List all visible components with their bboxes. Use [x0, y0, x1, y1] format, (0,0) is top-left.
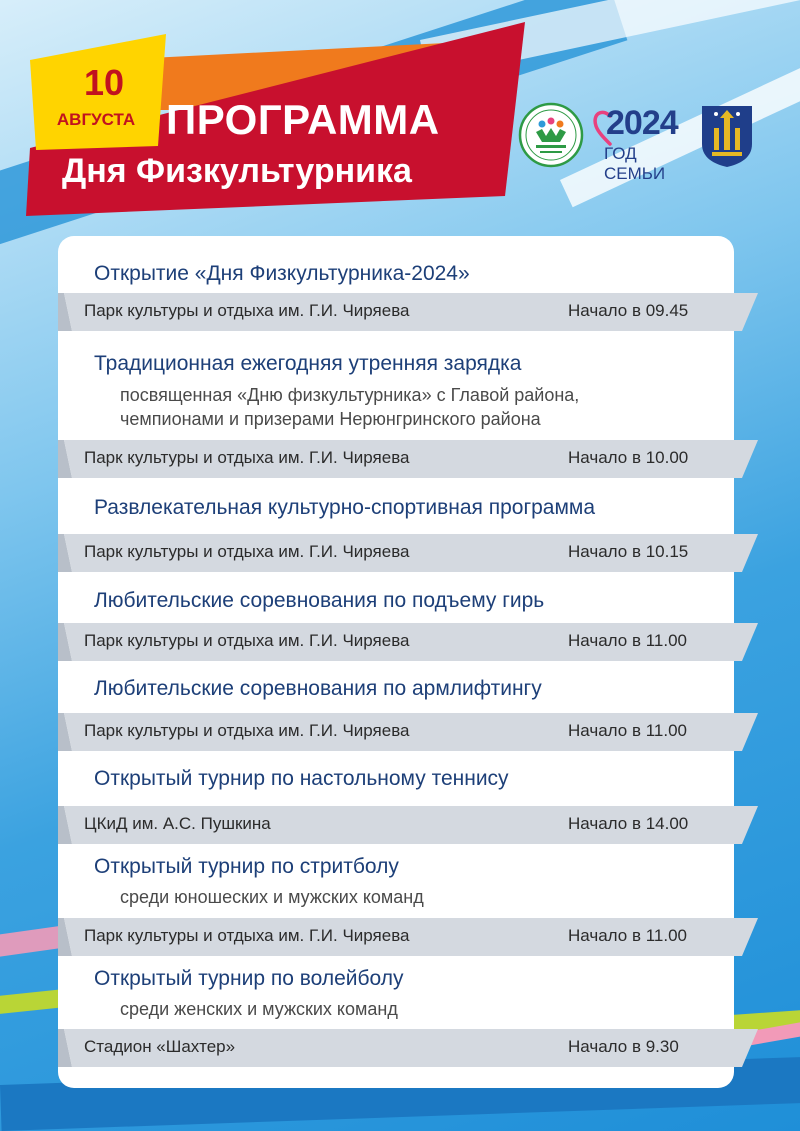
- event-title: Открытый турнир по настольному теннису: [94, 767, 509, 790]
- event-start-time: Начало в 14.00: [568, 814, 689, 833]
- page-subtitle: Дня Физкультурника: [62, 152, 412, 190]
- event-start-time: Начало в 11.00: [568, 926, 687, 945]
- year-of-childhood-logo: [518, 102, 584, 168]
- event-start-time: Начало в 9.30: [568, 1037, 679, 1056]
- year-of-family-logo: [592, 102, 684, 183]
- event-location: Парк культуры и отдыха им. Г.И. Чиряева: [84, 631, 410, 650]
- event-info-bar: [58, 713, 758, 751]
- event-location: Парк культуры и отдыха им. Г.И. Чиряева: [84, 542, 410, 561]
- event-location: Парк культуры и отдыха им. Г.И. Чиряева: [84, 926, 410, 945]
- event-location: Парк культуры и отдыха им. Г.И. Чиряева: [84, 721, 410, 740]
- event-title: Открытие «Дня Физкультурника-2024»: [94, 262, 470, 285]
- event-start-time: Начало в 11.00: [568, 631, 687, 650]
- year-of-family-caption: ГОД СЕМЬИ: [604, 144, 666, 183]
- event-location: Парк культуры и отдыха им. Г.И. Чиряева: [84, 301, 410, 320]
- event-description: чемпионами и призерами Нерюнгринского района: [120, 409, 541, 429]
- event-info-bar: [58, 440, 758, 478]
- event-info-bar: [58, 918, 758, 956]
- event-title: Любительские соревнования по армлифтингу: [94, 677, 542, 700]
- event-start-time: Начало в 10.15: [568, 542, 689, 561]
- event-start-time: Начало в 11.00: [568, 721, 687, 740]
- event-location: ЦКиД им. А.С. Пушкина: [84, 814, 271, 833]
- event-info-bar: [58, 806, 758, 844]
- coat-of-arms-icon: [700, 104, 754, 168]
- event-info-bar: [58, 534, 758, 572]
- event-description: среди женских и мужских команд: [120, 999, 398, 1019]
- event-info-bar: [58, 623, 758, 661]
- event-title: Развлекательная культурно-спортивная программа: [94, 496, 596, 519]
- page-title: ПРОГРАММА: [166, 96, 440, 143]
- event-date-month: АВГУСТА: [56, 110, 136, 129]
- event-title: Открытый турнир по стритболу: [94, 855, 399, 878]
- year-of-family-year: 2024: [606, 104, 678, 142]
- event-start-time: Начало в 09.45: [568, 301, 689, 320]
- event-title: Любительские соревнования по подъему гирь: [94, 589, 545, 612]
- event-location: Стадион «Шахтер»: [84, 1037, 236, 1056]
- event-description: среди юношеских и мужских команд: [120, 887, 424, 907]
- event-start-time: Начало в 10.00: [568, 448, 689, 467]
- event-title: Открытый турнир по волейболу: [94, 967, 404, 990]
- event-location: Парк культуры и отдыха им. Г.И. Чиряева: [84, 448, 410, 467]
- event-description: посвященная «Дню физкультурника» с Главой района,: [120, 385, 580, 405]
- event-date-day: 10: [83, 62, 125, 103]
- event-info-bar: [58, 293, 758, 331]
- event-info-bar: [58, 1029, 758, 1067]
- event-title: Традиционная ежегодняя утренняя зарядка: [94, 352, 522, 375]
